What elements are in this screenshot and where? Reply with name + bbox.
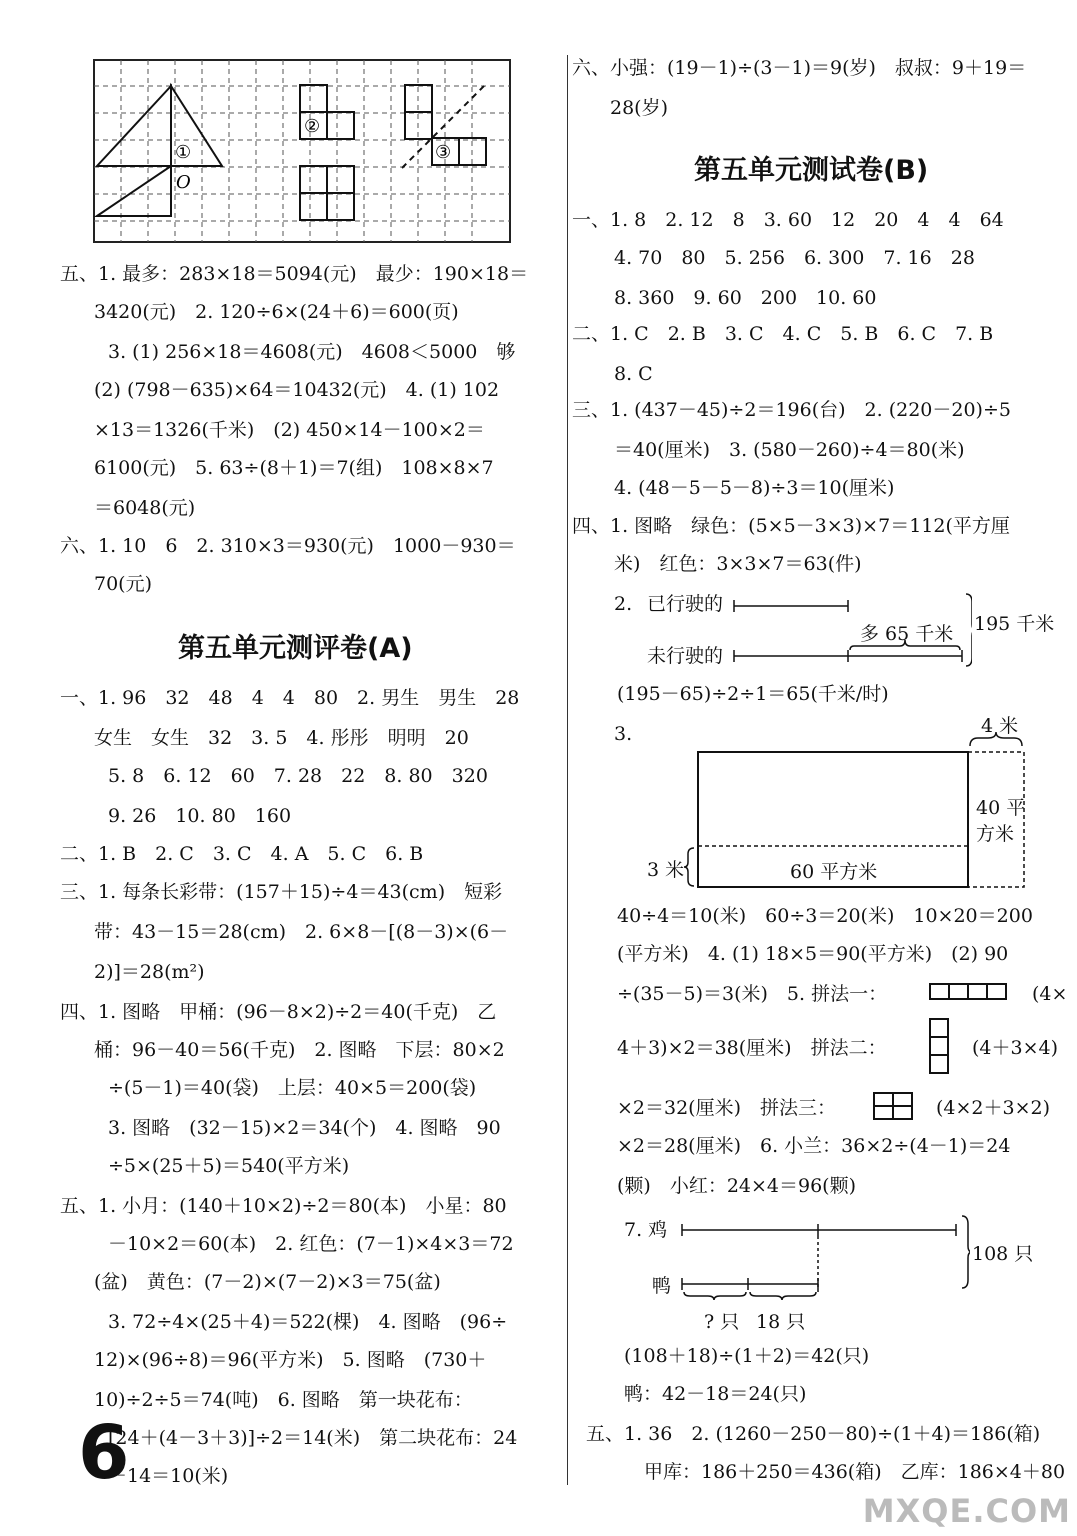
fig2-row1: 已行驶的 xyxy=(647,593,724,615)
section-title-b: 第五单元测试卷(B) xyxy=(694,155,929,186)
fig2-answer: (195－65)÷2÷1＝65(千米/时) xyxy=(617,683,889,705)
answer-line: 3. (1) 256×18＝4608(元) 4608＜5000 够 xyxy=(108,341,516,363)
fig7-diagram xyxy=(680,1212,970,1312)
answer-line: (平方米) 4. (1) 18×5＝90(平方米) (2) 90 xyxy=(617,943,1009,965)
answer-line: 桶：96－40＝56(千克) 2. 图略 下层：80×2 xyxy=(94,1039,505,1061)
pinfa1-shape xyxy=(929,982,1009,1002)
answer-line: 70(元) xyxy=(94,573,153,595)
answer-line: 二、1. B 2. C 3. C 4. A 5. C 6. B xyxy=(60,843,424,865)
answer-line: 8. C xyxy=(614,363,653,385)
answer-line: 女生 女生 32 3. 5 4. 彤彤 明明 20 xyxy=(94,727,469,749)
fig2-diagram xyxy=(732,590,972,670)
pinfa1-tail: (4× xyxy=(1032,983,1068,1005)
answer-line: 甲库：186＋250＝436(箱) 乙库：186×4＋80 xyxy=(644,1461,1066,1483)
grid-figure xyxy=(92,58,512,244)
answer-line: 六、1. 10 6 2. 310×3＝930(元) 1000－930＝ xyxy=(60,535,516,557)
answer-line: ×2＝28(厘米) 6. 小兰：36×2÷(4－1)＝24 xyxy=(617,1135,1011,1157)
answer-line: 四、1. 图略 绿色：(5×5－3×3)×7＝112(平方厘 xyxy=(572,515,1010,537)
watermark: MXQE.COM xyxy=(862,1492,1071,1530)
answer-line: 三、1. 每条长彩带：(157＋15)÷4＝43(cm) 短彩 xyxy=(60,881,503,903)
fig7-num: 7. 鸡 xyxy=(624,1219,668,1241)
answer-line: 五、1. 36 2. (1260－250－80)÷(1＋4)＝186(箱) xyxy=(586,1423,1041,1445)
fig3-top: 4 米 xyxy=(981,715,1019,737)
answer-line: ×2＝32(厘米) 拼法三： xyxy=(617,1097,837,1119)
answer-line: 一、1. 8 2. 12 8 3. 60 12 20 4 4 64 xyxy=(572,209,1004,231)
answer-line: (盆) 黄色：(7－2)×(7－2)×3＝75(盆) xyxy=(94,1271,441,1293)
pinfa2-shape xyxy=(928,1018,950,1074)
page-number: 6 xyxy=(78,1410,130,1496)
answer-line: 2)]＝28(m²) xyxy=(94,961,205,983)
answer-line: 鸭：42－18＝24(只) xyxy=(624,1383,807,1405)
pinfa2-tail: (4＋3×4) xyxy=(972,1037,1059,1059)
answer-line: 3420(元) 2. 120÷6×(24＋6)＝600(页) xyxy=(94,301,459,323)
fig3-right1: 40 平 xyxy=(976,797,1026,819)
answer-line: 5. 8 6. 12 60 7. 28 22 8. 80 320 xyxy=(108,765,488,787)
answer-line: 6100(元) 5. 63÷(8＋1)＝7(组) 108×8×7 xyxy=(94,457,494,479)
fig7-total: 108 只 xyxy=(972,1243,1034,1265)
label-1: ① xyxy=(175,142,192,163)
answer-line: 4. 70 80 5. 256 6. 300 7. 16 28 xyxy=(614,247,975,269)
answer-line: 米) 红色：3×3×7＝63(件) xyxy=(614,553,862,575)
label-o: O xyxy=(176,172,191,193)
fig3-left: 3 米 xyxy=(647,859,685,881)
fig7-q: ? 只 xyxy=(704,1311,740,1333)
answer-line: 12)×(96÷8)＝96(平方米) 5. 图略 (730＋ xyxy=(94,1349,487,1371)
answer-line: (2) (798－635)×64＝10432(元) 4. (1) 102 xyxy=(94,379,500,401)
answer-line: 六、小强：(19－1)÷(3－1)＝9(岁) 叔叔：9＋19＝ xyxy=(572,57,1027,79)
fig2-row2: 未行驶的 xyxy=(647,645,724,667)
answer-line: 二、1. C 2. B 3. C 4. C 5. B 6. C 7. B xyxy=(572,323,994,345)
answer-line: 五、1. 最多：283×18＝5094(元) 最少：190×18＝ xyxy=(60,263,529,285)
answer-line: 4＋3)×2＝38(厘米) 拼法二： xyxy=(617,1037,887,1059)
answer-line: 五、1. 小月：(140＋10×2)÷2＝80(本) 小星：80 xyxy=(60,1195,507,1217)
answer-line: ÷(5－1)＝40(袋) 上层：40×5＝200(袋) xyxy=(108,1077,477,1099)
column-divider xyxy=(567,55,568,1485)
answer-line: 3. 72÷4×(25＋4)＝522(棵) 4. 图略 (96÷ xyxy=(108,1311,508,1333)
answer-line: 一、1. 96 32 48 4 4 80 2. 男生 男生 28 xyxy=(60,687,520,709)
fig3-right2: 方米 xyxy=(976,823,1015,845)
answer-line: [24＋(4－3＋3)]÷2＝14(米) 第二块花布：24 xyxy=(108,1427,518,1449)
answer-line: 28(岁) xyxy=(610,97,669,119)
answer-line: 4. (48－5－5－8)÷3＝10(厘米) xyxy=(614,477,895,499)
answer-line: －14＝10(米) xyxy=(108,1465,229,1487)
answer-line: 8. 360 9. 60 200 10. 60 xyxy=(614,287,877,309)
answer-line: 带：43－15＝28(cm) 2. 6×8－[(8－3)×(6－ xyxy=(94,921,509,943)
answer-line: 40÷4＝10(米) 60÷3＝20(米) 10×20＝200 xyxy=(617,905,1033,927)
fig2-num: 2. xyxy=(614,593,633,615)
answer-line: 四、1. 图略 甲桶：(96－8×2)÷2＝40(千克) 乙 xyxy=(60,1001,497,1023)
fig7-duck: 鸭 xyxy=(652,1275,672,1297)
answer-line: ×13＝1326(千米) (2) 450×14－100×2＝ xyxy=(94,419,485,441)
answer-line: ＝6048(元) xyxy=(94,497,196,519)
fig2-more: 多 65 千米 xyxy=(860,623,954,645)
answer-line: ＝40(厘米) 3. (580－260)÷4＝80(米) xyxy=(614,439,965,461)
answer-line: ÷5×(25＋5)＝540(平方米) xyxy=(108,1155,350,1177)
answer-line: 3. 图略 (32－15)×2＝34(个) 4. 图略 90 xyxy=(108,1117,501,1139)
answer-line: 9. 26 10. 80 160 xyxy=(108,805,292,827)
answer-line: 三、1. (437－45)÷2＝196(台) 2. (220－20)÷5 xyxy=(572,399,1011,421)
answer-line: 10)÷2÷5＝74(吨) 6. 图略 第一块花布： xyxy=(94,1389,473,1411)
fig3-bottom: 60 平方米 xyxy=(790,861,878,883)
answer-line: (颗) 小红：24×4＝96(颗) xyxy=(617,1175,857,1197)
fig7-18: 18 只 xyxy=(756,1311,806,1333)
answer-line: －10×2＝60(本) 2. 红色：(7－1)×4×3＝72 xyxy=(108,1233,514,1255)
answer-line: ÷(35－5)＝3(米) 5. 拼法一： xyxy=(617,983,888,1005)
fig3-num: 3. xyxy=(614,723,633,745)
label-2: ② xyxy=(304,116,321,137)
fig2-total: 195 千米 xyxy=(974,613,1055,635)
answer-line: (108＋18)÷(1＋2)＝42(只) xyxy=(624,1345,870,1367)
pinfa3-shape xyxy=(873,1092,915,1122)
label-3: ③ xyxy=(435,142,452,163)
pinfa3-tail: (4×2＋3×2) xyxy=(936,1097,1051,1119)
section-title-a: 第五单元测评卷(A) xyxy=(178,633,413,664)
